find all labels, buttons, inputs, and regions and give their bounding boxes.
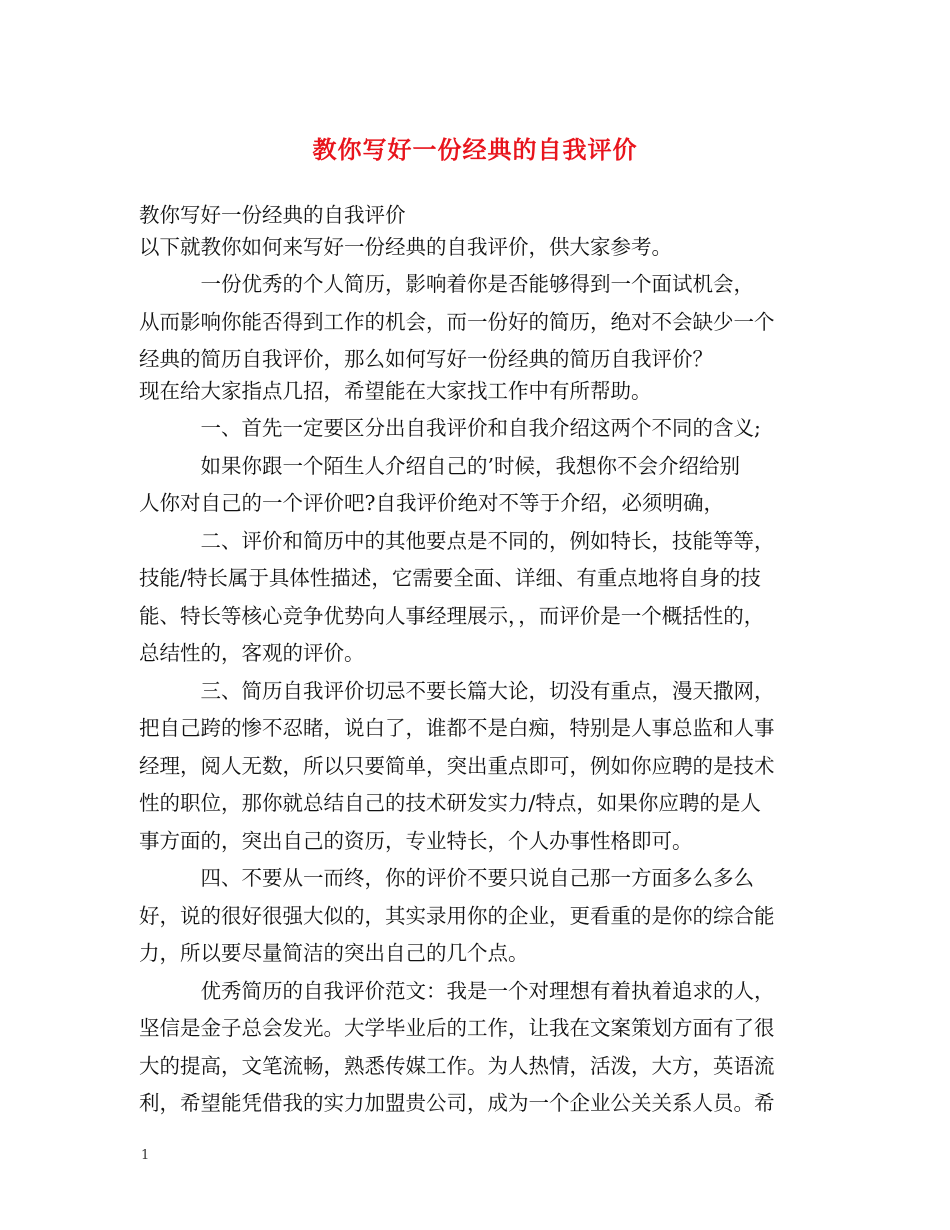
text-line: 性的职位，那你就总结自己的技术研发实力/特点，如果你应聘的是人 xyxy=(139,791,761,815)
text-line: 把自己跨的惨不忍睹，说白了，谁都不是白痴，特别是人事总监和人事 xyxy=(139,716,775,740)
text-line: 经理，阅人无数，所以只要简单，突出重点即可，例如你应聘的是技术 xyxy=(139,753,775,778)
text-line: 二、评价和简历中的其他要点是不同的，例如特长，技能等等， xyxy=(139,528,775,553)
text-line: 技能/特长属于具体性描述，它需要全面、详细、有重点地将自身的技 xyxy=(139,566,761,590)
text-line: 能、特长等核心竞争优势向人事经理展示，，而评价是一个概括性的， xyxy=(139,603,765,628)
text-line: 三、简历自我评价切忌不要长篇大论，切没有重点，漫天撒网， xyxy=(139,678,775,703)
text-line: 经典的简历自我评价，那么如何写好一份经典的简历自我评价？ xyxy=(139,347,713,371)
text-line: 力，所以要尽量简洁的突出自己的几个点。 xyxy=(139,941,529,965)
text-line: 总结性的，客观的评价。 xyxy=(139,641,365,665)
text-line: 以下就教你如何来写好一份经典的自我评价，供大家参考。 xyxy=(139,234,672,259)
text-line: 一、首先一定要区分出自我评价和自我介绍这两个不同的含义; xyxy=(139,416,761,440)
text-line: 利，希望能凭借我的实力加盟贵公司，成为一个企业公关关系人员。希 xyxy=(139,1091,775,1115)
page-title: 教你写好一份经典的自我评价 xyxy=(312,135,638,164)
text-line: 四、不要从一而终，你的评价不要只说自己那一方面多么多么 xyxy=(139,866,754,890)
text-line: 人你对自己的一个评价吧?自我评价绝对不等于介绍，必须明确， xyxy=(139,491,724,515)
text-line: 好，说的很好很强大似的，其实录用你的企业，更看重的是你的综合能 xyxy=(139,903,775,928)
page-number: 1 xyxy=(141,1148,150,1163)
document-body xyxy=(139,200,829,1120)
text-line: 教你写好一份经典的自我评价 xyxy=(139,203,406,227)
text-line: 现在给大家指点几招，希望能在大家找工作中有所帮助。 xyxy=(139,378,652,403)
text-line: 一份优秀的个人简历，影响着你是否能够得到一个面试机会， xyxy=(139,272,754,296)
text-line: 从而影响你能否得到工作的机会，而一份好的简历，绝对不会缺少一个 xyxy=(139,309,775,334)
text-line: 如果你跟一个陌生人介绍自己的’时候，我想你不会介绍给别 xyxy=(139,453,741,478)
text-line: 大的提高，文笔流畅，熟悉传媒工作。为人热情，活泼，大方，英语流 xyxy=(139,1053,775,1078)
text-line: 优秀简历的自我评价范文：我是一个对理想有着执着追求的人， xyxy=(139,978,775,1003)
text-line: 坚信是金子总会发光。大学毕业后的工作，让我在文案策划方面有了很 xyxy=(139,1016,775,1040)
text-line: 事方面的，突出自己的资历，专业特长，个人办事性格即可。 xyxy=(139,828,693,853)
